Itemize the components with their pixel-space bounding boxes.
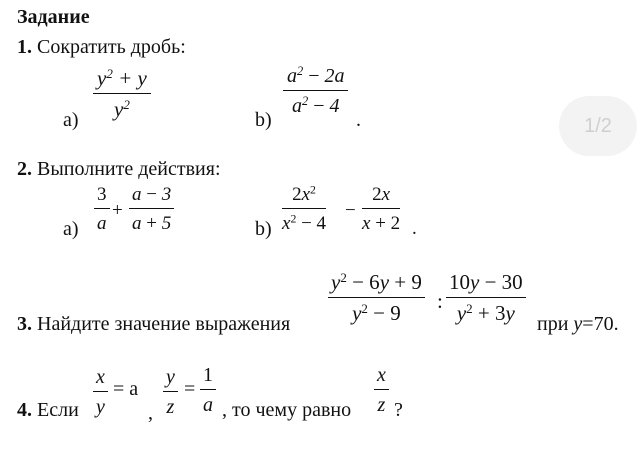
- task4-q-denominator: z: [377, 394, 386, 416]
- task2-number: 2.: [17, 158, 32, 180]
- task4-question-fraction: [374, 365, 389, 415]
- task4-cond2-fraction: [163, 367, 178, 417]
- task4-cond2-result-fraction: [200, 365, 216, 415]
- task2-b-fraction-2: [362, 185, 400, 233]
- task4-c2-numerator: y: [166, 366, 175, 388]
- task4-question-text: , то чему равно: [222, 399, 352, 421]
- task1-title: [17, 36, 186, 59]
- task2-a-f1-denominator: a: [97, 213, 107, 234]
- task2-b-f2-numerator: 2x: [372, 184, 391, 205]
- task4-c2-result-denominator: a: [203, 394, 213, 416]
- page-indicator: 1/2: [559, 96, 637, 156]
- task3-f2-numerator: 10y − 30: [449, 270, 523, 294]
- task1-b-period: .: [356, 109, 361, 131]
- task1-a-label: a): [63, 109, 79, 131]
- task4-cond1-equals: [113, 378, 138, 401]
- task2-b-fraction-1: [282, 185, 326, 233]
- task3-fraction-1: [328, 269, 425, 325]
- task1-b-numerator: $a^2 - 2a$: [287, 64, 345, 87]
- task4-c1-eq-text: = a: [113, 378, 139, 400]
- task2-a-plus: +: [112, 200, 123, 221]
- task2-b-period: .: [412, 218, 417, 239]
- task1-a-denominator: $y^2$: [114, 96, 130, 121]
- task1-b-denominator: $a^2 - 4$: [292, 94, 340, 117]
- task3-fraction-2: [446, 272, 526, 324]
- task3-tail-pre: при: [537, 313, 574, 335]
- task1-number: 1.: [17, 36, 32, 58]
- task4-text: Если: [37, 399, 79, 421]
- task2-b-minus: −: [345, 200, 356, 221]
- task2-b-f1-numerator: $2x^2$: [292, 183, 316, 205]
- task3-f2-denominator: $y^2 + 3y$: [456, 300, 515, 325]
- task4-cond2-equals: =: [184, 378, 196, 400]
- task2-b-label: b): [255, 218, 272, 240]
- task1-a-fraction: [93, 65, 151, 121]
- task3-number: 3.: [17, 313, 32, 335]
- task4-c1-denominator: y: [96, 396, 105, 418]
- task3-text: Найдите значение выражения: [37, 313, 291, 335]
- task2-a-f2-numerator: a − 3: [132, 184, 172, 205]
- task4-question-mark: ?: [394, 399, 403, 421]
- worksheet-heading: Задание: [17, 6, 90, 28]
- task3-condition: [537, 313, 619, 336]
- task2-a-fraction-1: [94, 185, 110, 233]
- task2-a-f1-numerator: 3: [97, 184, 107, 205]
- task2-a-label: a): [63, 218, 79, 240]
- task1-a-numerator: $y^2 + y$: [97, 65, 147, 90]
- task4-c2-denominator: z: [166, 396, 175, 418]
- task2-b-f1-denominator: $x^2 - 4$: [282, 212, 327, 234]
- task4-c2-result-numerator: 1: [203, 364, 213, 386]
- task2-a-fraction-2: [129, 185, 174, 233]
- task4-q-numerator: x: [377, 364, 386, 386]
- task2-title: [17, 158, 221, 181]
- task4-comma: ,: [148, 402, 153, 424]
- task3-tail-var: y: [573, 313, 583, 335]
- task2-a-f2-denominator: a + 5: [132, 213, 172, 234]
- task1-b-fraction: [283, 66, 348, 116]
- task1-text: Сократить дробь:: [37, 36, 186, 58]
- task3-divide: :: [437, 289, 443, 313]
- task2-b-f2-denominator: x + 2: [362, 213, 401, 234]
- task1-b-label: b): [255, 109, 272, 131]
- task3-title: [17, 313, 290, 336]
- task4-title: [17, 399, 79, 422]
- task3-f1-denominator: $y^2 - 9$: [352, 300, 401, 325]
- task4-cond1-fraction: [93, 367, 108, 417]
- task2-text: Выполните действия:: [37, 158, 221, 180]
- task3-tail-post: =70.: [582, 313, 619, 335]
- task4-number: 4.: [17, 399, 32, 421]
- task4-c1-numerator: x: [96, 366, 105, 388]
- task3-f1-numerator: $y^2 - 6y + 9$: [331, 269, 422, 294]
